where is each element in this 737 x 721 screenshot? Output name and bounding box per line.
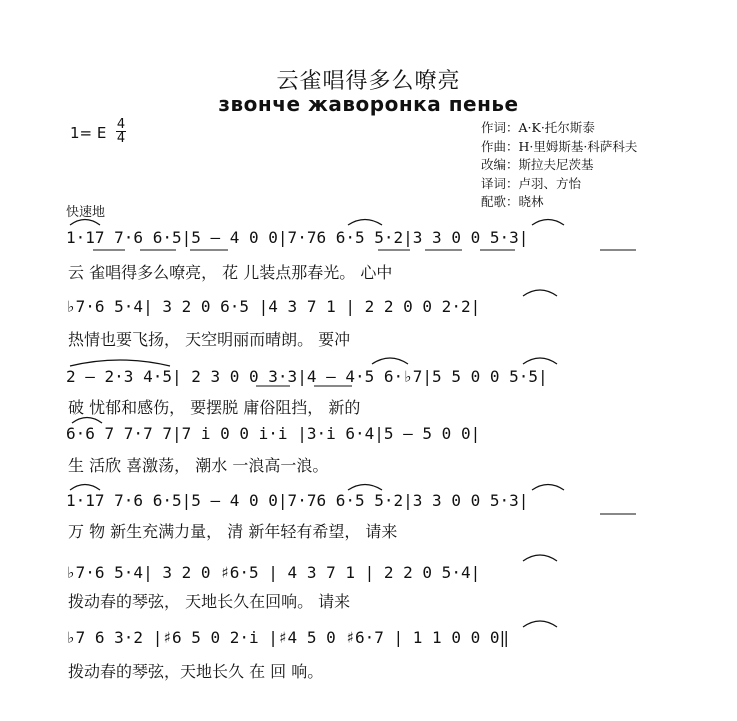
lyric-row-5: 万 物 新生充满力量， 清 新年轻有希望， 请来 [68,522,398,541]
slur [70,360,170,366]
slur [523,290,557,296]
lyric-row-1: 云 雀唱得多么嘹亮， 花 儿装点那春光。 心中 [68,263,393,282]
notation-row-5: 1·17 7·6 6·5|5 – 4 0 0|7·76 6·5 5·2|3 3 0 0 5·3| [66,491,529,510]
notation-row-1: 1·17 7·6 6·5|5 – 4 0 0|7·76 6·5 5·2|3 3 0 0 5·3| [66,228,529,247]
credit-arranger: 改编：斯拉夫尼茨基 [481,157,594,172]
time-signature-top: 4 [116,117,126,132]
slur [348,220,382,226]
lyric-row-6: 拨动春的琴弦， 天地长久在回响。 请来 [68,592,351,611]
notation-row-6: ♭7·6 5·4| 3 2 0 ♯6·5 | 4 3 7 1 | 2 2 0 5·4| [66,563,481,582]
notation-row-7: ♭7 6 3·2 |♯6 5 0 2·i |♯4 5 0 ♯6·7 | 1 1 0 0 0‖ [66,628,510,647]
song-title-russian: звонче жаворонка пенье [218,92,519,116]
slur [72,418,102,424]
credit-translator: 译词：卢羽、方怡 [481,175,582,191]
time-signature-bottom: 4 [116,131,126,146]
slur [523,358,557,364]
lyric-row-2: 热情也要飞扬， 天空明丽而晴朗。 要冲 [68,330,351,349]
notation-row-2: ♭7·6 5·4| 3 2 0 6·5 |4 3 7 1 | 2 2 0 0 2·2| [66,297,481,316]
slur [70,485,100,491]
lyric-row-7: 拨动春的琴弦，天地长久 在 回 响。 [68,662,324,681]
credits-block [481,119,637,212]
notation-row-3: 2 – 2·3 4·5| 2 3 0 0 3·3|4 – 4·5 6·♭7|5 5 0 0 5·5| [66,367,548,386]
song-title-chinese: 云雀唱得多么嘹亮 [276,69,461,94]
lyric-row-4: 生 活欣 喜激荡， 潮水 一浪高一浪。 [68,456,329,475]
slur [348,485,382,491]
slur [532,485,564,491]
slur [523,621,557,627]
time-signature [116,118,126,145]
lyric-row-3: 破 忧郁和感伤， 要摆脱 庸俗阻挡， 新的 [68,398,361,417]
credit-composer: 作曲：H·里姆斯基·科萨科夫 [481,138,638,154]
tempo-marking: 快速地 [66,205,106,220]
slur [372,358,408,364]
slur [532,220,564,226]
credit-lyricist: 作词：A·K·托尔斯泰 [481,120,595,135]
credit-adapter: 配歌：晓林 [481,194,544,209]
slur [523,555,557,561]
slur [70,220,100,226]
key-signature: 1= E [70,124,107,142]
notation-row-4: 6·6 7 7·7 7|7 i 0 0 i·i |3·i 6·4|5 – 5 0 0| [66,424,481,443]
